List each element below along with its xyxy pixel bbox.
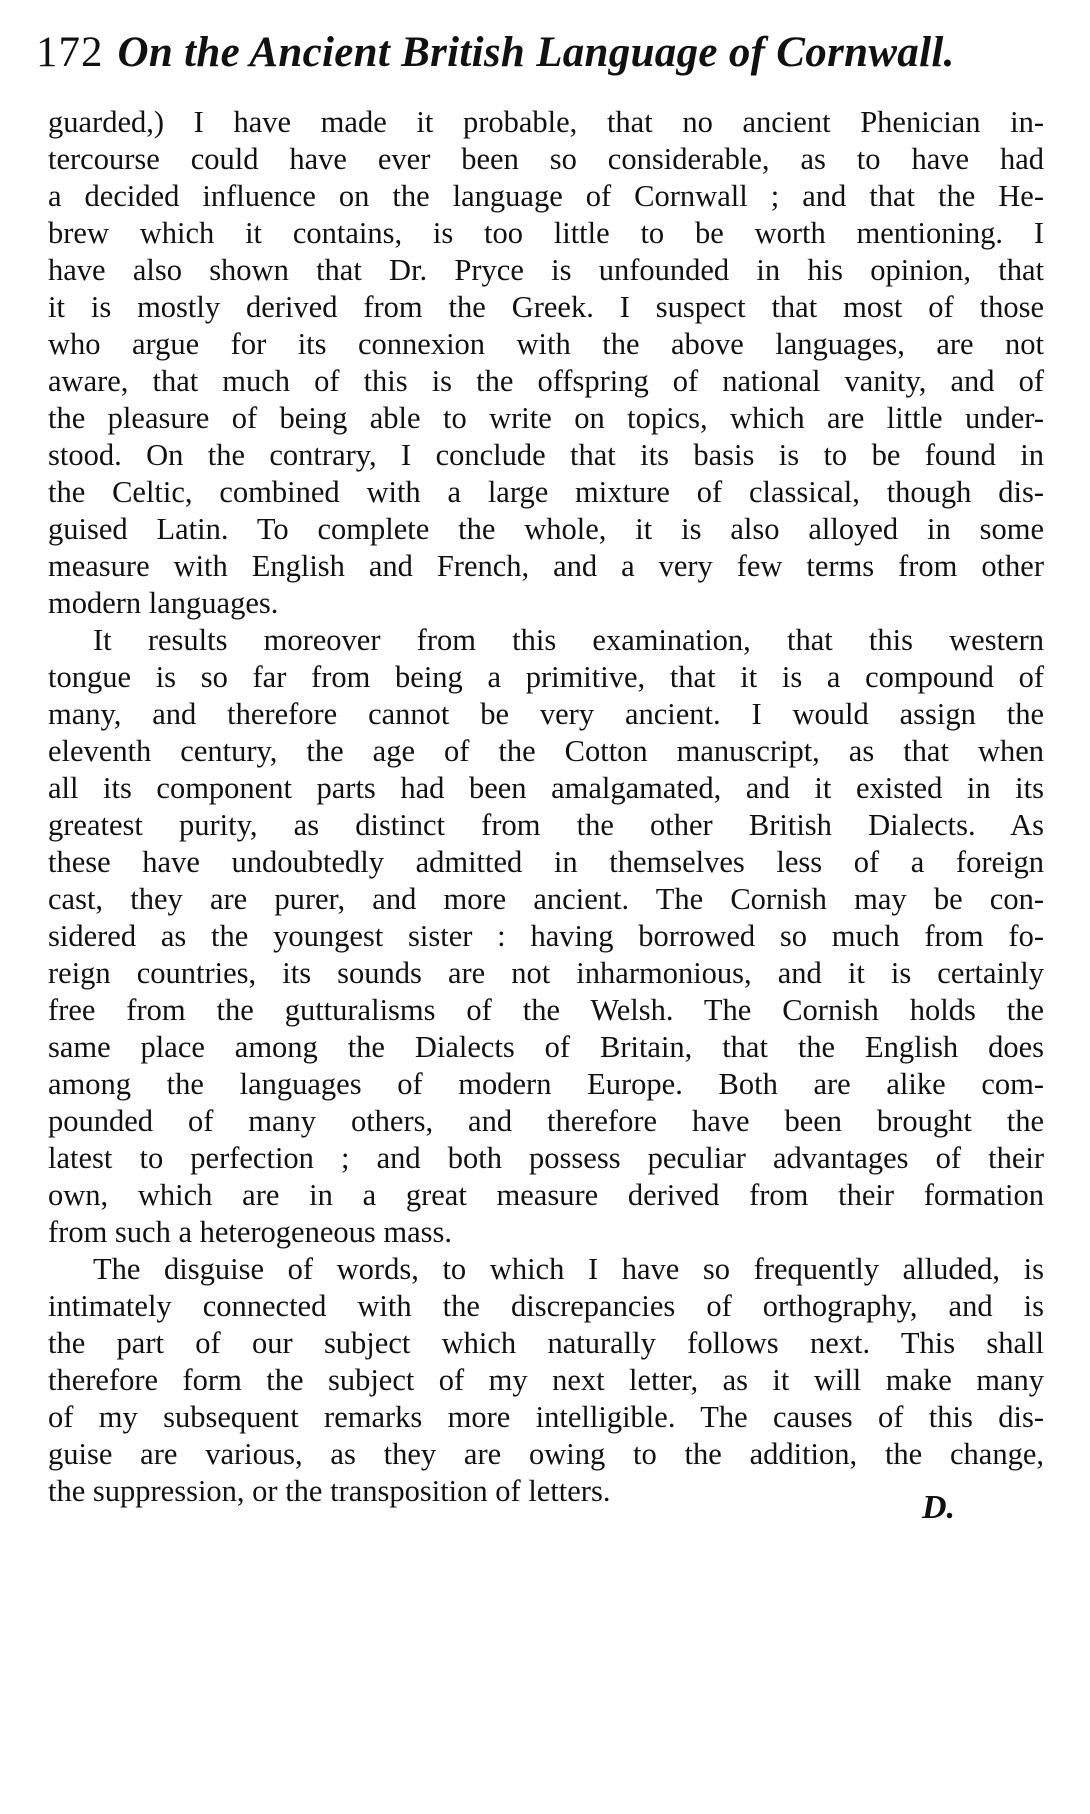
paragraph-1 [48, 104, 1044, 622]
paragraph-2 [48, 622, 1044, 1251]
text-line: the suppression, or the transposition of letters. [48, 1474, 611, 1508]
text-line: brew which it contains, is too little to be worth mentioning. I [48, 216, 1044, 250]
text-line: guarded,) I have made it probable, that no ancient Phenician in- [48, 105, 1044, 139]
text-line: The disguise of words, to which I have so frequently alluded, is [93, 1252, 1044, 1286]
body-text [48, 104, 1044, 1510]
text-line: same place among the Dialects of Britain, that the English does [48, 1030, 1044, 1064]
page-number: 172 [36, 29, 104, 76]
text-line: eleventh century, the age of the Cotton manuscript, as that when [48, 734, 1044, 768]
text-line: greatest purity, as distinct from the other British Dialects. As [48, 808, 1044, 842]
running-title: On the Ancient British Language of Cornwall. [117, 29, 955, 76]
text-line: a decided influence on the language of Cornwall ; and that the He- [48, 179, 1044, 213]
text-line: aware, that much of this is the offspring of national vanity, and of [48, 364, 1044, 398]
paragraph-3 [48, 1251, 1044, 1510]
text-line: have also shown that Dr. Pryce is unfounded in his opinion, that [48, 253, 1044, 287]
text-line: intimately connected with the discrepancies of orthography, and is [48, 1289, 1044, 1323]
text-line: the part of our subject which naturally follows next. This shall [48, 1326, 1044, 1360]
text-line: who argue for its connexion with the above languages, are not [48, 327, 1044, 361]
text-line: the Celtic, combined with a large mixture of classical, though dis- [48, 475, 1044, 509]
text-line: tercourse could have ever been so considerable, as to have had [48, 142, 1044, 176]
text-line: measure with English and French, and a very few terms from other [48, 549, 1044, 583]
text-line: tongue is so far from being a primitive, that it is a compound of [48, 660, 1044, 694]
text-line: pounded of many others, and therefore have been brought the [48, 1104, 1044, 1138]
text-line: latest to perfection ; and both possess peculiar advantages of their [48, 1141, 1044, 1175]
text-line: modern languages. [48, 586, 279, 620]
text-line: It results moreover from this examination, that this western [93, 623, 1044, 657]
text-line: from such a heterogeneous mass. [48, 1215, 453, 1249]
text-line: the pleasure of being able to write on topics, which are little under- [48, 401, 1044, 435]
text-line: these have undoubtedly admitted in themselves less of a foreign [48, 845, 1044, 879]
page-header [36, 18, 1066, 88]
text-line: own, which are in a great measure derived from their formation [48, 1178, 1044, 1212]
text-line: guise are various, as they are owing to the addition, the change, [48, 1437, 1044, 1471]
text-line: reign countries, its sounds are not inharmonious, and it is certainly [48, 956, 1044, 990]
author-signature: D. [922, 1489, 956, 1526]
text-line: cast, they are purer, and more ancient. The Cornish may be con- [48, 882, 1044, 916]
text-line: it is mostly derived from the Greek. I suspect that most of those [48, 290, 1044, 324]
text-line: all its component parts had been amalgamated, and it existed in its [48, 771, 1044, 805]
text-line: many, and therefore cannot be very ancient. I would assign the [48, 697, 1044, 731]
text-line: free from the gutturalisms of the Welsh. The Cornish holds the [48, 993, 1044, 1027]
text-line: among the languages of modern Europe. Both are alike com- [48, 1067, 1044, 1101]
text-line: guised Latin. To complete the whole, it is also alloyed in some [48, 512, 1044, 546]
text-line: sidered as the youngest sister : having borrowed so much from fo- [48, 919, 1044, 953]
text-line: of my subsequent remarks more intelligible. The causes of this dis- [48, 1400, 1044, 1434]
text-line: therefore form the subject of my next letter, as it will make many [48, 1363, 1044, 1397]
text-line: stood. On the contrary, I conclude that its basis is to be found in [48, 438, 1044, 472]
